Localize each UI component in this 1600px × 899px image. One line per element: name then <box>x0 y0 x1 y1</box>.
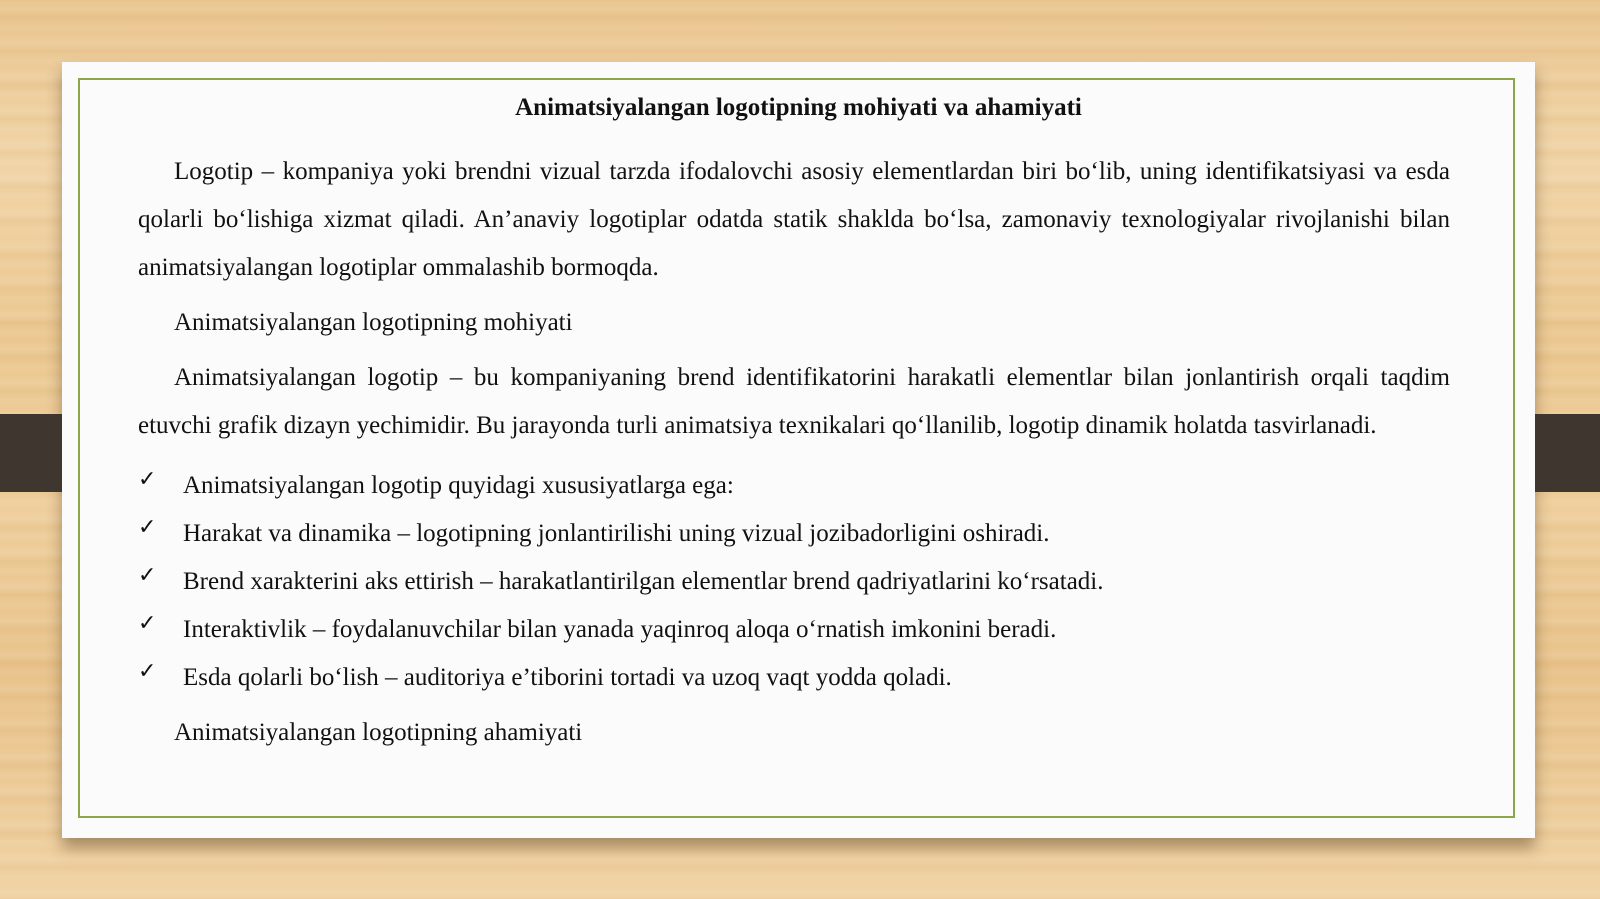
list-item-text: Esda qolarli bo‘lish – auditoriya e’tiborini tortadi va uzoq vaqt yodda qoladi. <box>183 664 952 691</box>
list-item-text: Interaktivlik – foydalanuvchilar bilan yanada yaqinroq aloqa o‘rnatish imkonini beradi. <box>183 616 1057 643</box>
list-item-text: Brend xarakterini aks ettirish – harakatlantirilgan elementlar brend qadriyatlarini ko‘rsatadi. <box>183 568 1104 595</box>
list-item <box>138 510 1450 558</box>
list-item-text: Animatsiyalangan logotip quyidagi xususiyatlarga ega: <box>183 472 734 499</box>
slide-title: Animatsiyalangan logotipning mohiyati va ahamiyati <box>515 94 1082 121</box>
checkmark-icon: ✓ <box>138 611 157 636</box>
checkmark-icon: ✓ <box>138 563 157 588</box>
list-item <box>138 654 1450 702</box>
checkmark-icon: ✓ <box>138 467 157 492</box>
subheading-importance: Animatsiyalangan logotipning ahamiyati <box>174 719 583 746</box>
checkmark-icon: ✓ <box>138 515 157 540</box>
definition-paragraph: Animatsiyalangan logotip – bu kompaniyaning brend identifikatorini harakatli elementlar bilan jonlantirish orqali taqdim etuvchi grafik dizayn yechimidir. Bu jarayonda turli animatsiya texnikalari qo‘llanilib, logotip dinamik holatda tasvirlanadi. <box>138 364 1450 439</box>
list-item-text: Harakat va dinamika – logotipning jonlantirilishi uning vizual jozibadorligini oshiradi. <box>183 520 1050 547</box>
slide-card <box>62 62 1535 838</box>
slide-body <box>138 148 1450 752</box>
list-item <box>138 558 1450 606</box>
features-checklist <box>138 462 1450 702</box>
intro-paragraph: Logotip – kompaniya yoki brendni vizual tarzda ifodalovchi asosiy elementlardan biri bo‘lib, uning identifikatsiyasi va esda qolarli bo‘lishiga xizmat qiladi. An’anaviy logotiplar odatda statik shaklda bo‘lsa, zamonaviy texnologiyalar rivojlanishi bilan animatsiyalangan logotiplar ommalashib bormoqda. <box>138 158 1450 281</box>
list-item <box>138 462 1450 510</box>
subheading-essence: Animatsiyalangan logotipning mohiyati <box>174 309 573 336</box>
checkmark-icon: ✓ <box>138 659 157 684</box>
list-item <box>138 606 1450 654</box>
